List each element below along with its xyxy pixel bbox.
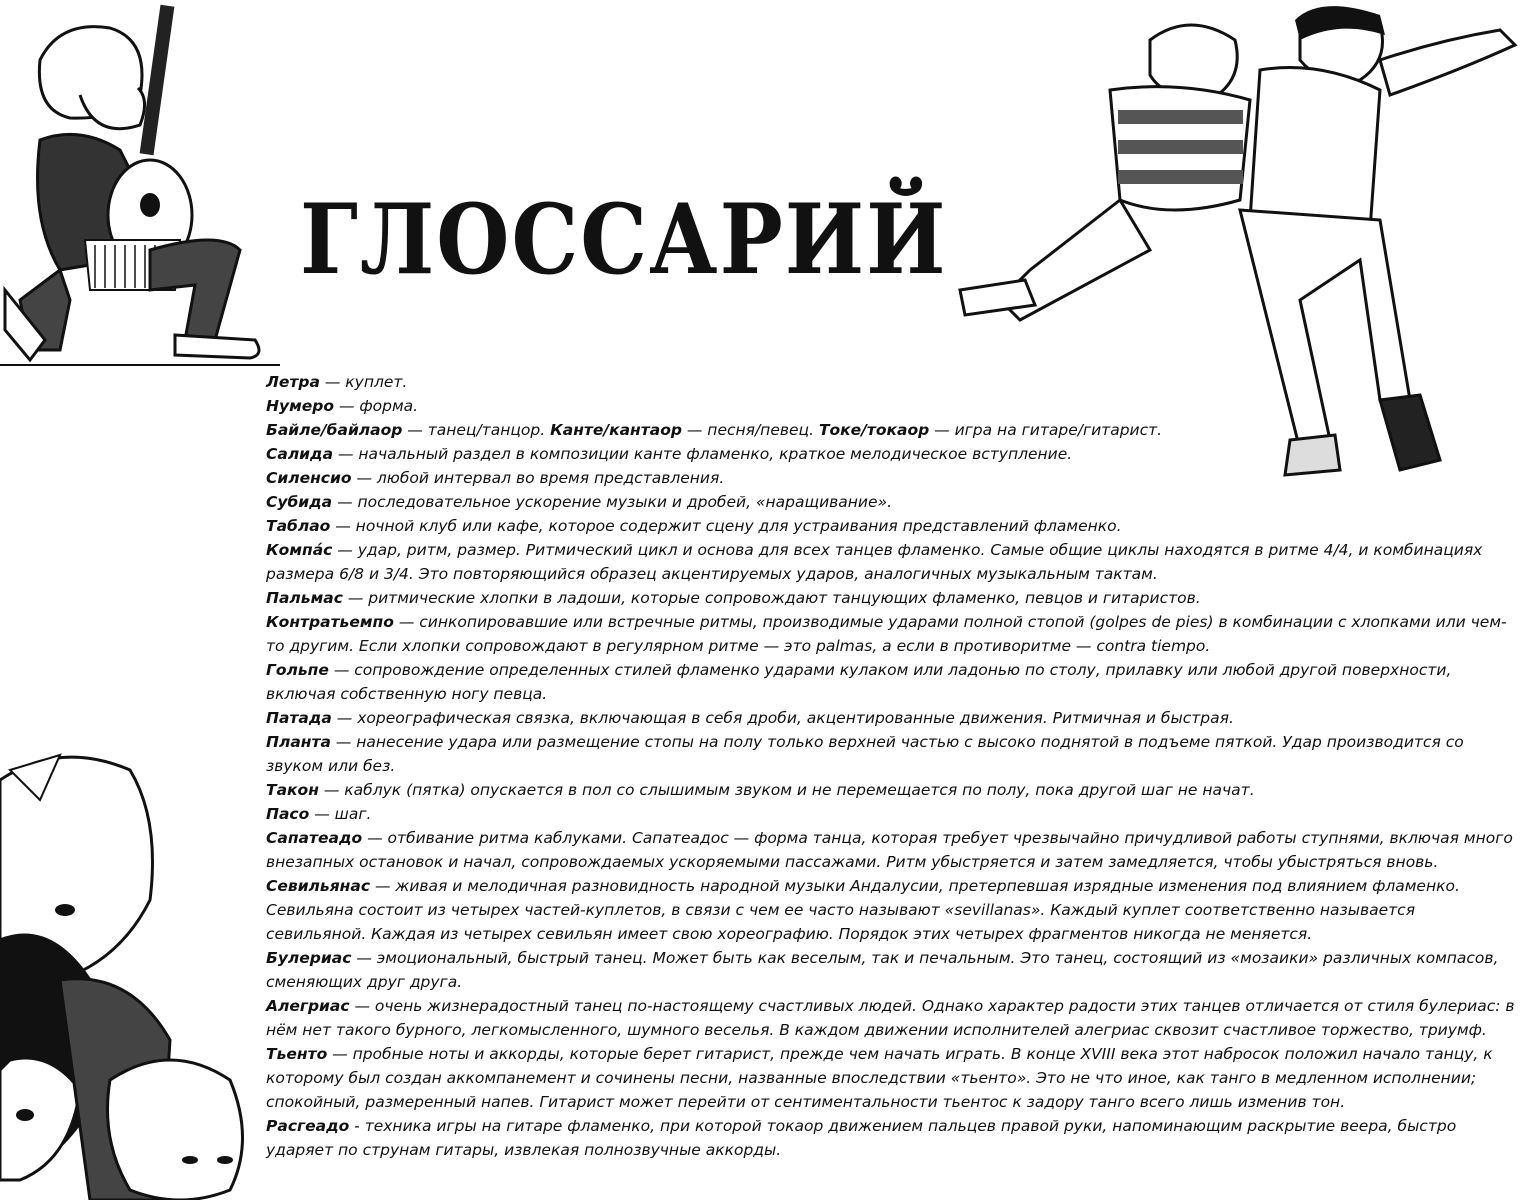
glossary-entry <box>266 802 1516 826</box>
glossary-definition: — ночной клуб или кафе, которое содержит сцену для устраивания представлений фламенко. <box>330 517 1122 535</box>
glossary-term: Байле/байлаор <box>266 421 403 439</box>
glossary-definition: — игра на гитаре/гитарист. <box>929 421 1163 439</box>
glossary-definition: — куплет. <box>319 373 408 391</box>
glossary-entry <box>266 1114 1516 1162</box>
glossary-definition: — танец/танцор. <box>402 421 551 439</box>
glossary-entry <box>266 826 1516 874</box>
glossary-definition: — начальный раздел в композиции канте фламенко, краткое мелодическое вступление. <box>333 445 1073 463</box>
glossary-definition: — последовательное ускорение музыки и дробей, «наращивание». <box>332 493 893 511</box>
glossary-term: Такон <box>266 781 319 799</box>
glossary-entry <box>266 658 1516 706</box>
glossary-term: Летра <box>266 373 320 391</box>
glossary-term: Пасо <box>266 805 310 823</box>
glossary-definition: - техника игры на гитаре фламенко, при которой токаор движением пальцев правой руки, напоминающим раскрытие веера, быстро ударяет по струнам гитары, извлекая полнозвучные аккорды. <box>266 1117 1457 1159</box>
glossary-entry <box>266 466 1516 490</box>
glossary-entry <box>266 370 1516 394</box>
glossary-term: Булериас <box>266 949 352 967</box>
glossary-term: Контратьемпо <box>266 613 394 631</box>
glossary-definition: — шаг. <box>309 805 372 823</box>
glossary-entry <box>266 490 1516 514</box>
glossary-definition: — песня/певец. <box>681 421 819 439</box>
glossary-entry <box>266 778 1516 802</box>
glossary-definition: — эмоциональный, быстрый танец. Может быть как веселым, так и печальным. Это танец, состоящий из «мозаики» различных компасов, сменяющих друг друга. <box>266 949 1499 991</box>
glossary-term: Нумеро <box>266 397 335 415</box>
glossary-definition: — сопровождение определенных стилей фламенко ударами кулаком или ладонью по столу, прилавку или любой другой поверхности, включая собственную ногу певца. <box>266 661 1452 703</box>
glossary-entry <box>266 418 1516 442</box>
glossary-definition: — удар, ритм, размер. Ритмический цикл и основа для всех танцев фламенко. Самые общие циклы находятся в ритме 4/4, и комбинациях размера 6/8 и 3/4. Это повторяющийся образец акцентируемых ударов, аналогичных музыкальным тактам. <box>266 541 1483 583</box>
glossary-definition: — живая и мелодичная разновидность народной музыки Андалусии, претерпевшая изрядные изменения под влиянием фламенко. Севильяна состоит из четырех частей-куплетов, в связи с чем ее часто называют «sevillanas». Каждый куплет соответственно называется севильяной. Каждая из четырех севильян имеет свою хореографию. Порядок этих четырех фрагментов никогда не меняется. <box>266 877 1460 943</box>
glossary-entry <box>266 610 1516 658</box>
glossary-definition: — очень жизнерадостный танец по-настоящему счастливых людей. Однако характер радости этих танцев отличается от стиля булериас: в нём нет такого бурного, легкомысленного, шумного веселья. В каждом движении исполнителей алегриас сквозит счастливое торжество, триумф. <box>266 997 1515 1039</box>
glossary-entry <box>266 706 1516 730</box>
glossary-list <box>266 370 1516 1162</box>
glossary-term: Алегриас <box>266 997 350 1015</box>
glossary-entry <box>266 994 1516 1042</box>
glossary-term: Канте/кантаор <box>550 421 682 439</box>
glossary-term: Пальмас <box>266 589 343 607</box>
glossary-entry <box>266 514 1516 538</box>
page-title: ГЛОССАРИЙ <box>300 182 948 296</box>
glossary-term: Тьенто <box>266 1045 328 1063</box>
glossary-definition: — хореографическая связка, включающая в себя дроби, акцентированные движения. Ритмичная и быстрая. <box>331 709 1234 727</box>
glossary-term: Силенсио <box>266 469 352 487</box>
glossary-definition: — форма. <box>334 397 419 415</box>
glossary-entry <box>266 538 1516 586</box>
glossary-term: Севильянас <box>266 877 371 895</box>
glossary-entry <box>266 874 1516 946</box>
glossary-entry <box>266 394 1516 418</box>
glossary-entry <box>266 586 1516 610</box>
glossary-definition: — пробные ноты и аккорды, которые берет гитарист, прежде чем начать играть. В конце XVIII века этот набросок положил начало танцу, к которому был создан аккомпанемент и сочинены песни, названные впоследствии «тьенто». Это не что иное, как танго в медленном исполнении; спокойный, размеренный напев. Гитарист может перейти от сентиментальности тьентос к задору танго всего лишь изменив тон. <box>266 1045 1493 1111</box>
glossary-term: Гольпе <box>266 661 329 679</box>
glossary-term: Субида <box>266 493 333 511</box>
glossary-term: Сапатеадо <box>266 829 363 847</box>
guitarist-illustration <box>0 0 280 370</box>
glossary-definition: — любой интервал во время представления. <box>351 469 725 487</box>
glossary-term: Токе/токаор <box>818 421 930 439</box>
glossary-entry <box>266 442 1516 466</box>
glossary-entry <box>266 1042 1516 1114</box>
glossary-definition: — ритмические хлопки в ладоши, которые сопровождают танцующих фламенко, певцов и гитаристов. <box>342 589 1201 607</box>
glossary-term: Планта <box>266 733 331 751</box>
glossary-term: Компа́с <box>266 541 333 559</box>
glossary-definition: — нанесение удара или размещение стопы на полу только верхней частью с высоко поднятой в подъеме пяткой. Удар производится со звуком или без. <box>266 733 1464 775</box>
glossary-term: Патада <box>266 709 332 727</box>
glossary-entry <box>266 730 1516 778</box>
trio-illustration <box>0 740 265 1200</box>
glossary-entry <box>266 946 1516 994</box>
glossary-term: Салида <box>266 445 334 463</box>
glossary-term: Таблао <box>266 517 331 535</box>
glossary-definition: — каблук (пятка) опускается в пол со слышимым звуком и не перемещается по полу, пока другой шаг не начат. <box>318 781 1255 799</box>
glossary-definition: — синкопировавшие или встречные ритмы, производимые ударами полной стопой (golpes de pies) в комбинации с хлопками или чем-то другим. Если хлопки сопровождают в регулярном ритме — это palmas, а если в противоритме — contra tiempo. <box>266 613 1507 655</box>
glossary-definition: — отбивание ритма каблуками. Сапатеадос — форма танца, которая требует чрезвычайно причудливой работы ступнями, включая много внезапных остановок и начал, сопровождаемых ускоряемыми пассажами. Ритм убыстряется и затем замедляется, чтобы убыстряться вновь. <box>266 829 1513 871</box>
glossary-term: Расгеадо <box>266 1117 350 1135</box>
